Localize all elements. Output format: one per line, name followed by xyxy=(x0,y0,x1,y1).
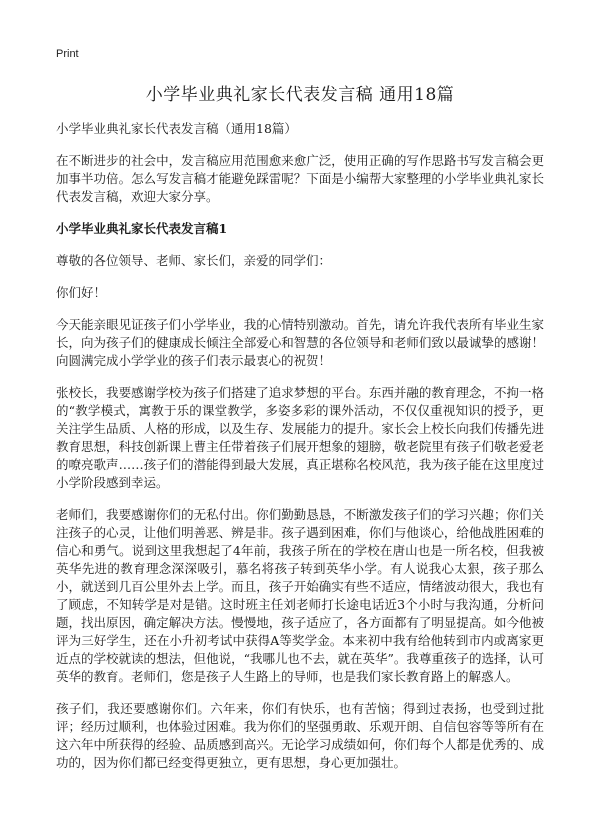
print-link[interactable]: Print xyxy=(56,48,79,60)
greeting-paragraph: 你们好！ xyxy=(56,285,107,300)
page-title: 小学毕业典礼家长代表发言稿 通用18篇 xyxy=(145,85,455,105)
body-paragraph: 老师们，我要感谢你们的无私付出。你们勤勤恳恳，不断激发孩子们的学习兴趣；你们关注孩子的心灵，让他们明善恶、辨是非。孩子遇到困难，你们与他谈心，给他战胜困难的信心和勇气。说到这里我想起了4年前，我孩子所在的学校在唐山也是一所名校，但我被英华先进的教育理念深深吸引，慕名将孩子转到英华小学。有人说我心太狠，孩子那么小，就送到几百公里外去上学。而且，孩子开始确实有些不适应，情绪波动很大，我也有了顾虑，不知转学是对是错。这时班主任刘老师打长途电话近3个小时与我沟通，分析问题，找出原因，确定解决方法。慢慢地，孩子适应了，各方面都有了明显提高。如今他被评为三好学生，还在小升初考试中获得A等奖学金。本来初中我有给他转到市内或离家更近点的学校就读的想法，但他说，“我哪儿也不去，就在英华”。我尊重孩子的选择，认可英华的教育。老师们，您是孩子人生路上的导师，也是我们家长教育路上的解惑人。 xyxy=(56,507,544,684)
article-body xyxy=(56,120,544,786)
salutation-paragraph: 尊敬的各位领导、老师、家长们，亲爱的同学们： xyxy=(56,253,332,268)
body-paragraph: 孩子们，我还要感谢你们。六年来，你们有快乐，也有苦恼；得到过表扬，也受到过批评；经历过顺利，也体验过困难。我为你们的坚强勇敢、乐观开朗、自信包容等等所有在这六年中所获得的经验、品质感到高兴。无论学习成绩如何，你们每个人都是优秀的、成功的，因为你们都已经变得更独立，更有思想，身心更加强壮。 xyxy=(56,701,544,770)
article-subtitle: 小学毕业典礼家长代表发言稿（通用18篇） xyxy=(56,121,297,136)
body-paragraph: 今天能亲眼见证孩子们小学毕业，我的心情特别激动。首先，请允许我代表所有毕业生家长，向为孩子们的健康成长倾注全部爱心和智慧的各位领导和老师们致以最诚挚的感谢！向圆满完成小学学业的孩子们表示最衷心的祝贺！ xyxy=(56,317,544,368)
section-heading: 小学毕业典礼家长代表发言稿1 xyxy=(56,221,228,236)
body-paragraph: 张校长，我要感谢学校为孩子们搭建了追求梦想的平台。东西并融的教育理念，不拘一格的“教学模式，寓教于乐的课堂教学，多姿多彩的课外活动，不仅仅重视知识的授予，更关注学生品质、人格的形成，以及生存、发展能力的提升。家长会上校长向我们传播先进教育思想，科技创新课上曹主任带着孩子们展开想象的翅膀，敬老院里有孩子们敬老爱老的嘹亮歌声……孩子们的潜能得到最大发展，真正堪称名校风范，我为孩子能在这里度过小学阶段感到幸运。 xyxy=(56,385,544,490)
intro-paragraph: 在不断进步的社会中，发言稿应用范围愈来愈广泛，使用正确的写作思路书写发言稿会更加事半功倍。怎么写发言稿才能避免踩雷呢？下面是小编帮大家整理的小学毕业典礼家长代表发言稿，欢迎大家分享。 xyxy=(56,153,544,204)
